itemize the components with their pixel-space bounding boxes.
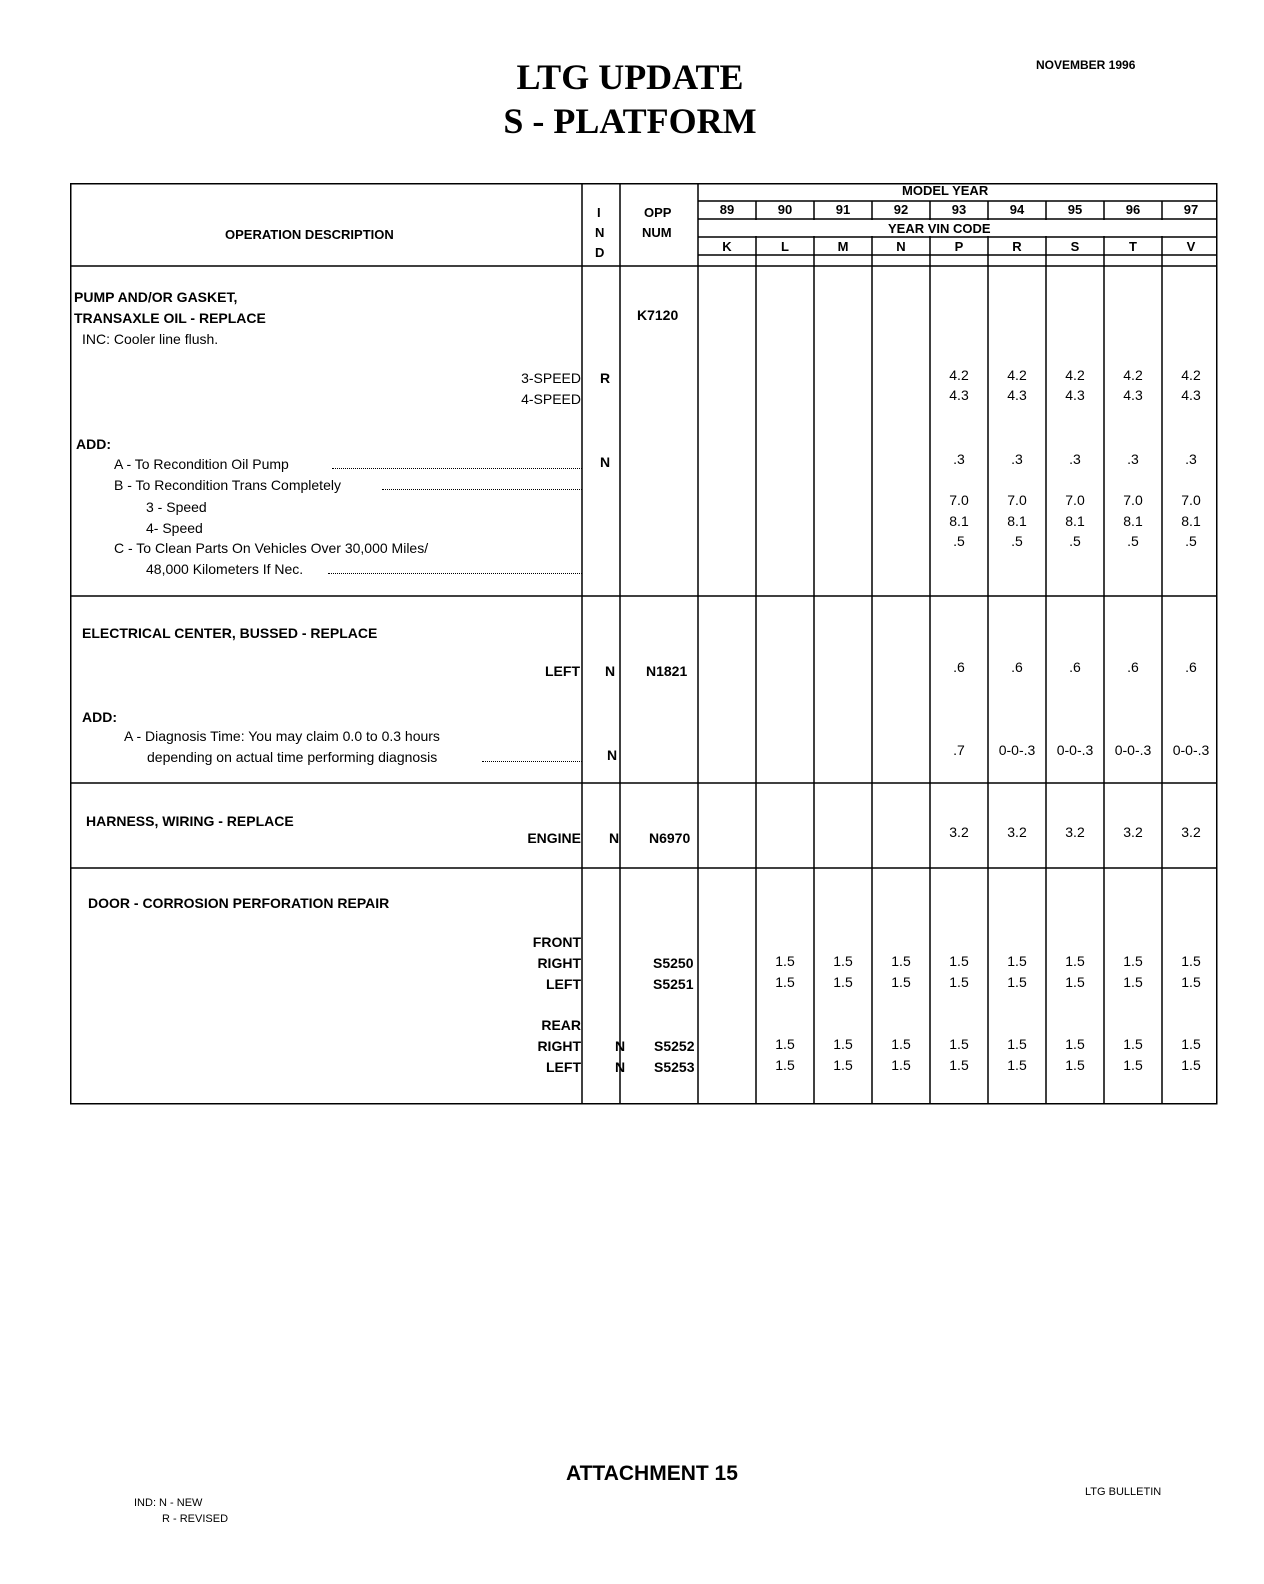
col-header-ind-n: N: [595, 225, 605, 240]
door-front-left: LEFT: [546, 976, 581, 992]
door-front-right-value: 1.5: [1181, 953, 1201, 969]
door-rear-left-ind: N: [615, 1059, 626, 1075]
door-rear-right-value: 1.5: [1007, 1036, 1027, 1052]
pump-opp: K7120: [637, 307, 679, 323]
electrical-title: ELECTRICAL CENTER, BUSSED - REPLACE: [82, 625, 378, 641]
electrical-ind: N: [605, 663, 616, 679]
pump-4speed: 4-SPEED: [521, 391, 581, 407]
door-rear-left-opp: S5253: [654, 1059, 695, 1075]
pump-add-b4-value: 8.1: [1007, 513, 1027, 529]
harness-value: 3.2: [1181, 824, 1201, 840]
door-front-left-value: 1.5: [775, 974, 795, 990]
pump-add-c-value: .5: [953, 533, 965, 549]
door-front-left-value: 1.5: [949, 974, 969, 990]
door-front-right-opp: S5250: [653, 955, 694, 971]
harness-opp: N6970: [649, 830, 691, 846]
pump-add-b3-value: 7.0: [1123, 492, 1143, 508]
electrical-add-value: 0-0-.3: [1114, 742, 1152, 758]
door-front-left-value: 1.5: [1181, 974, 1201, 990]
year-89: 89: [719, 202, 735, 217]
vin-code-N: N: [896, 239, 906, 254]
pump-3speed-value: 4.2: [1123, 367, 1143, 383]
electrical-value: .6: [1127, 659, 1139, 675]
page-title: LTG UPDATE: [516, 57, 744, 97]
pump-3speed-value: 4.2: [949, 367, 969, 383]
pump-4speed-value: 4.3: [1181, 387, 1201, 403]
vin-code-V: V: [1186, 239, 1196, 254]
year-97: 97: [1183, 202, 1199, 217]
pump-4speed-value: 4.3: [1065, 387, 1085, 403]
pump-add-c-value: .5: [1069, 533, 1081, 549]
door-front-right-value: 1.5: [891, 953, 911, 969]
pump-add-a-value: .3: [953, 451, 965, 467]
harness-value: 3.2: [1065, 824, 1085, 840]
legend-new: IND: N - NEW: [134, 1497, 203, 1509]
pump-3speed-value: 4.2: [1065, 367, 1085, 383]
pump-add-a-value: .3: [1127, 451, 1139, 467]
electrical-add-a2: depending on actual time performing diagnosis: [147, 749, 438, 765]
pump-title-2: TRANSAXLE OIL - REPLACE: [74, 310, 266, 326]
pump-add-b4-value: 8.1: [1123, 513, 1143, 529]
vin-code-M: M: [837, 239, 849, 254]
pump-4speed-value: 4.3: [1123, 387, 1143, 403]
electrical-add-value: 0-0-.3: [1056, 742, 1094, 758]
pump-add-a-value: .3: [1069, 451, 1081, 467]
pump-add-c-value: .5: [1011, 533, 1023, 549]
pump-3speed-value: 4.2: [1181, 367, 1201, 383]
year-93: 93: [951, 202, 967, 217]
year-92: 92: [893, 202, 909, 217]
vin-code-S: S: [1070, 239, 1080, 254]
pump-add-a: A - To Recondition Oil Pump: [114, 456, 289, 472]
harness-value: 3.2: [1123, 824, 1143, 840]
electrical-value: .6: [1011, 659, 1023, 675]
door-title: DOOR - CORROSION PERFORATION REPAIR: [88, 895, 390, 911]
pump-ind: R: [600, 370, 611, 386]
door-front: FRONT: [532, 934, 581, 950]
door-front-left-value: 1.5: [1007, 974, 1027, 990]
door-front-right-value: 1.5: [775, 953, 795, 969]
door-rear-right-value: 1.5: [833, 1036, 853, 1052]
attachment-label: ATTACHMENT 15: [566, 1462, 738, 1485]
col-header-operation: OPERATION DESCRIPTION: [225, 227, 394, 242]
vin-code-L: L: [781, 239, 789, 254]
door-rear-right-value: 1.5: [1181, 1036, 1201, 1052]
door-front-right-value: 1.5: [949, 953, 969, 969]
door-front-left-value: 1.5: [1065, 974, 1085, 990]
page-subtitle: S - PLATFORM: [503, 101, 757, 141]
door-rear-left-value: 1.5: [775, 1057, 795, 1073]
year-91: 91: [835, 202, 851, 217]
door-rear-left-value: 1.5: [1065, 1057, 1085, 1073]
legend-revised: R - REVISED: [162, 1513, 229, 1525]
pump-add-b4: 4- Speed: [146, 520, 203, 536]
model-year-header: MODEL YEAR: [902, 183, 989, 198]
door-rear: REAR: [541, 1017, 581, 1033]
pump-title-1: PUMP AND/OR GASKET,: [74, 289, 238, 305]
door-rear-right-value: 1.5: [949, 1036, 969, 1052]
labor-time-table: [70, 183, 1218, 1105]
col-header-num: NUM: [642, 225, 672, 240]
pump-add-a-value: .3: [1011, 451, 1023, 467]
pump-inc: INC: Cooler line flush.: [82, 331, 219, 347]
door-rear-right-value: 1.5: [1065, 1036, 1085, 1052]
electrical-add-value: 0-0-.3: [1172, 742, 1210, 758]
pump-add-b4-value: 8.1: [1065, 513, 1085, 529]
door-front-right-value: 1.5: [1065, 953, 1085, 969]
electrical-add-value: .7: [953, 742, 965, 758]
door-rear-left-value: 1.5: [891, 1057, 911, 1073]
door-rear-left-value: 1.5: [1181, 1057, 1201, 1073]
electrical-left: LEFT: [545, 663, 580, 679]
year-94: 94: [1009, 202, 1025, 217]
vin-code-T: T: [1129, 239, 1137, 254]
pump-add-b3-value: 7.0: [1007, 492, 1027, 508]
door-rear-left-value: 1.5: [833, 1057, 853, 1073]
door-rear-right-ind: N: [615, 1038, 626, 1054]
pump-add-c1: C - To Clean Parts On Vehicles Over 30,000 Miles/: [114, 540, 429, 556]
pump-4speed-value: 4.3: [1007, 387, 1027, 403]
door-rear-right-opp: S5252: [654, 1038, 695, 1054]
document-date: NOVEMBER 1996: [1036, 58, 1136, 72]
vin-code-K: K: [722, 239, 732, 254]
door-rear-right-value: 1.5: [891, 1036, 911, 1052]
electrical-add-ind: N: [607, 747, 618, 763]
harness-title: HARNESS, WIRING - REPLACE: [86, 813, 294, 829]
door-rear-left-value: 1.5: [949, 1057, 969, 1073]
pump-add: ADD:: [76, 436, 111, 452]
leader-dots: [482, 761, 582, 762]
col-header-opp: OPP: [644, 205, 672, 220]
door-front-left-value: 1.5: [891, 974, 911, 990]
vin-code-P: P: [954, 239, 964, 254]
pump-add-b3-value: 7.0: [949, 492, 969, 508]
door-rear-right-value: 1.5: [775, 1036, 795, 1052]
harness-value: 3.2: [949, 824, 969, 840]
electrical-value: .6: [1069, 659, 1081, 675]
door-rear-left-value: 1.5: [1007, 1057, 1027, 1073]
pump-add-a-value: .3: [1185, 451, 1197, 467]
leader-dots: [332, 468, 582, 469]
bulletin-label: LTG BULLETIN: [1085, 1486, 1162, 1498]
pump-add-c-value: .5: [1127, 533, 1139, 549]
pump-add-b4-value: 8.1: [1181, 513, 1201, 529]
harness-value: 3.2: [1007, 824, 1027, 840]
door-front-right-value: 1.5: [1007, 953, 1027, 969]
electrical-value: .6: [1185, 659, 1197, 675]
door-front-left-value: 1.5: [833, 974, 853, 990]
pump-add-b3-value: 7.0: [1181, 492, 1201, 508]
door-rear-right-value: 1.5: [1123, 1036, 1143, 1052]
pump-add-c-value: .5: [1185, 533, 1197, 549]
year-90: 90: [777, 202, 793, 217]
col-header-ind-d: D: [595, 245, 605, 260]
door-rear-left-value: 1.5: [1123, 1057, 1143, 1073]
leader-dots: [382, 489, 582, 490]
door-front-left-value: 1.5: [1123, 974, 1143, 990]
door-rear-right: RIGHT: [537, 1038, 581, 1054]
electrical-opp: N1821: [646, 663, 688, 679]
pump-add-b3: 3 - Speed: [146, 499, 207, 515]
year-95: 95: [1067, 202, 1083, 217]
door-rear-left: LEFT: [546, 1059, 581, 1075]
door-front-right-value: 1.5: [1123, 953, 1143, 969]
door-front-right: RIGHT: [537, 955, 581, 971]
pump-add-b: B - To Recondition Trans Completely: [114, 477, 341, 493]
pump-add-b3-value: 7.0: [1065, 492, 1085, 508]
pump-3speed-value: 4.2: [1007, 367, 1027, 383]
electrical-add-value: 0-0-.3: [998, 742, 1036, 758]
harness-engine: ENGINE: [527, 830, 581, 846]
pump-add-a-ind: N: [600, 454, 611, 470]
vin-code-R: R: [1012, 239, 1022, 254]
electrical-value: .6: [953, 659, 965, 675]
electrical-add: ADD:: [82, 709, 117, 725]
door-front-left-opp: S5251: [653, 976, 694, 992]
year-96: 96: [1125, 202, 1141, 217]
pump-3speed: 3-SPEED: [521, 370, 581, 386]
pump-add-c2: 48,000 Kilometers If Nec.: [146, 561, 304, 577]
harness-ind: N: [609, 830, 620, 846]
col-header-ind-i: I: [597, 205, 601, 220]
vin-code-header: YEAR VIN CODE: [888, 221, 991, 236]
electrical-add-a1: A - Diagnosis Time: You may claim 0.0 to 0.3 hours: [124, 728, 440, 744]
door-front-right-value: 1.5: [833, 953, 853, 969]
pump-4speed-value: 4.3: [949, 387, 969, 403]
leader-dots: [328, 573, 582, 574]
pump-add-b4-value: 8.1: [949, 513, 969, 529]
